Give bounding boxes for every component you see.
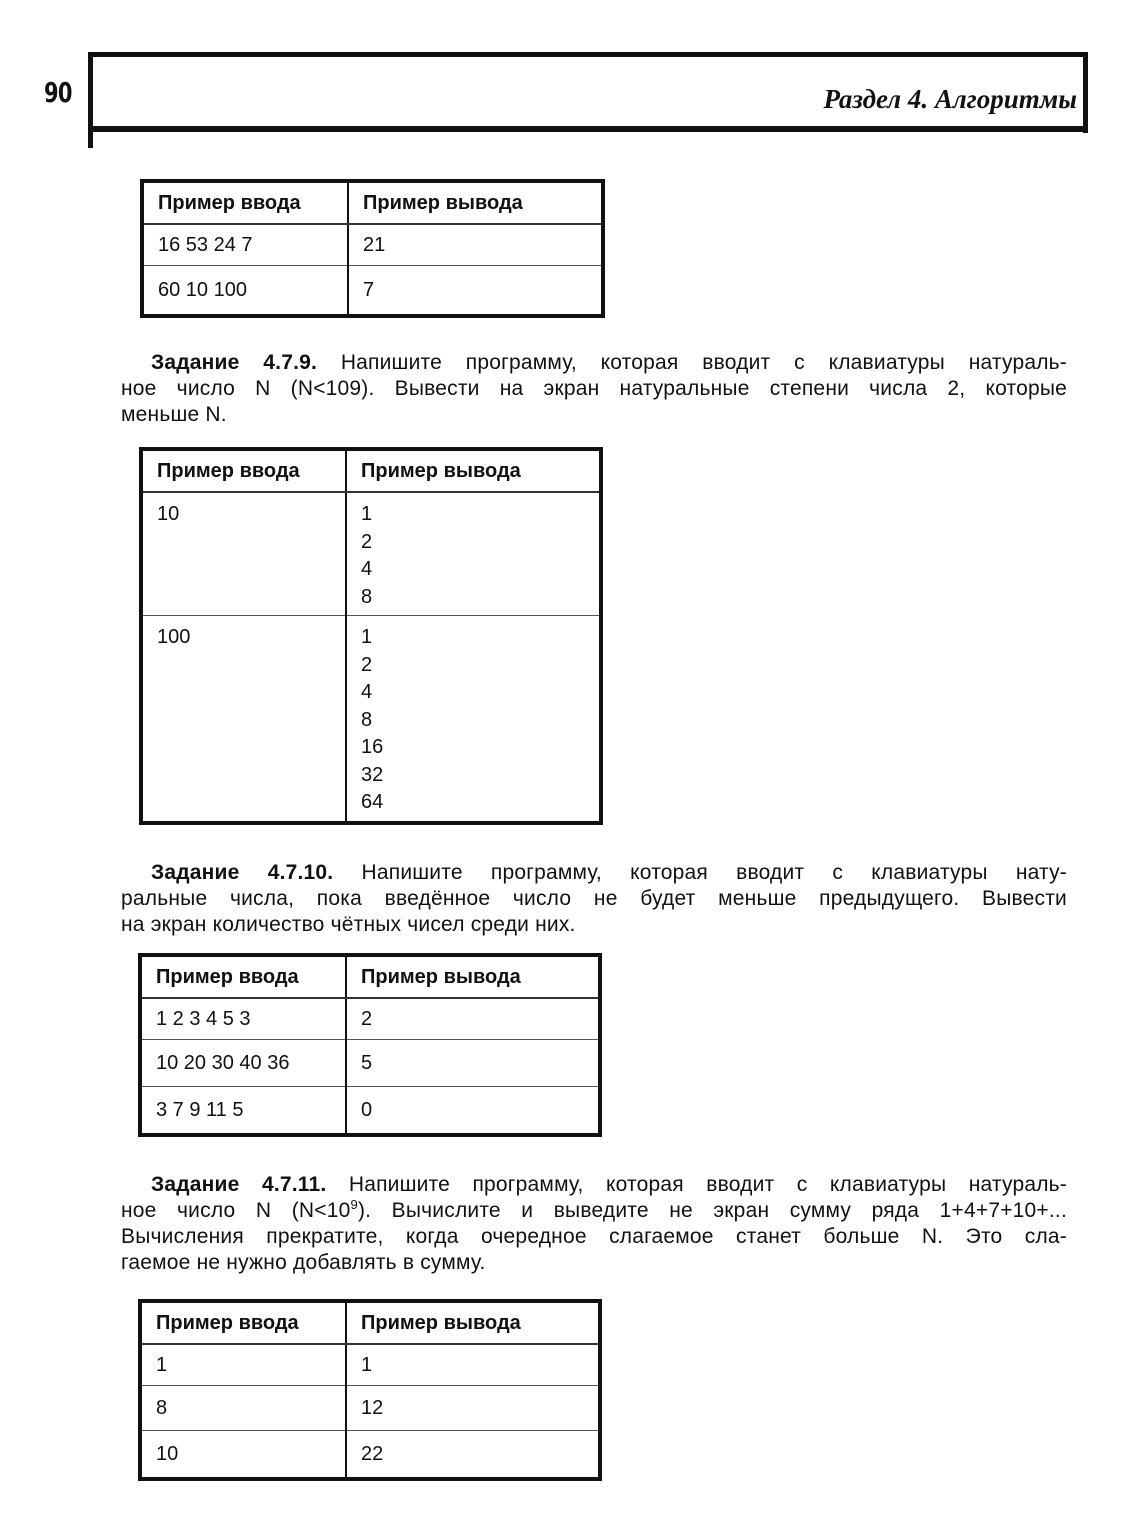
task-label: Задание 4.7.10. [151, 861, 334, 884]
example-table-3 [138, 953, 602, 1137]
output-line: 16 [361, 736, 384, 758]
output-cell: 21 [348, 224, 603, 266]
task-text: Напишите программу, которая вводит с клавиатуры натураль- [348, 1173, 1067, 1196]
example-table-2 [139, 447, 603, 825]
task-label: Задание 4.7.9. [151, 351, 318, 374]
table-row [142, 224, 603, 266]
output-line: 4 [361, 681, 373, 703]
table-header-row [141, 449, 601, 492]
table-row [141, 616, 601, 823]
table-header-row [140, 1301, 600, 1344]
input-cell: 100 [141, 616, 346, 823]
input-cell: 8 [140, 1386, 346, 1431]
input-header: Пример ввода [140, 1301, 346, 1344]
output-line: 4 [361, 558, 373, 580]
output-line: 1 [361, 626, 373, 648]
section-title: Раздел 4. Алгоритмы [823, 84, 1077, 114]
output-cell: 5 [346, 1040, 600, 1087]
output-line: 2 [361, 653, 373, 676]
header-stem [88, 128, 93, 148]
task-text: ). Вычислите и выведите не экран сумму ряда 1+4+7+10+... [357, 1199, 1067, 1222]
task-4-7-10 [121, 860, 1067, 938]
task-label: Задание 4.7.11. [151, 1173, 327, 1196]
table-header-row [142, 181, 603, 224]
output-line: 64 [361, 791, 384, 813]
task-line [121, 350, 1067, 376]
table-row [142, 266, 603, 317]
task-line: меньше N. [121, 403, 227, 426]
output-header: Пример вывода [346, 449, 601, 492]
example-table-1 [140, 179, 605, 318]
table-row [140, 1386, 600, 1431]
output-line: 1 [361, 503, 373, 525]
task-line [121, 1172, 1067, 1198]
task-line: на экран количество чётных чисел среди них. [121, 913, 576, 936]
exponent: 9 [350, 1197, 358, 1212]
table-row [140, 1087, 600, 1136]
output-header: Пример вывода [348, 181, 603, 224]
task-line: Вычисления прекратите, когда очередное слагаемое станет больше N. Это сла- [121, 1225, 1067, 1248]
input-header: Пример ввода [142, 181, 348, 224]
task-4-7-11 [121, 1172, 1067, 1276]
input-cell: 1 [140, 1344, 346, 1386]
output-cell: 12 [346, 1386, 600, 1431]
table-row [141, 492, 601, 616]
input-cell: 60 10 100 [142, 266, 348, 317]
table-row [140, 1040, 600, 1087]
table-header-row [140, 955, 600, 998]
task-line [121, 860, 1067, 886]
example-table-4 [138, 1299, 602, 1481]
input-cell: 10 [141, 492, 346, 616]
output-line: 32 [361, 763, 384, 786]
output-cell: 2 [346, 998, 600, 1040]
output-cell [346, 492, 601, 616]
header-rule [88, 126, 1088, 132]
task-line: гаемое не нужно добавлять в сумму. [121, 1251, 486, 1274]
input-cell: 16 53 24 7 [142, 224, 348, 266]
input-cell: 1 2 3 4 5 3 [140, 998, 346, 1040]
table-row [140, 1431, 600, 1480]
input-cell: 10 20 30 40 36 [140, 1040, 346, 1087]
output-cell: 0 [346, 1087, 600, 1136]
output-line: 2 [361, 530, 373, 553]
task-line [121, 1198, 1067, 1224]
input-header: Пример ввода [141, 449, 346, 492]
output-header: Пример вывода [346, 1301, 600, 1344]
output-cell: 7 [348, 266, 603, 317]
task-text: Напишите программу, которая вводит с клавиатуры нату- [361, 861, 1067, 884]
page-number: 90 [44, 76, 72, 109]
output-cell: 1 [346, 1344, 600, 1386]
table-row [140, 998, 600, 1040]
output-cell: 22 [346, 1431, 600, 1480]
input-header: Пример ввода [140, 955, 346, 998]
output-header: Пример вывода [346, 955, 600, 998]
task-text: ное число N (N<10 [121, 1199, 351, 1222]
task-4-7-9 [121, 350, 1067, 428]
input-cell: 10 [140, 1431, 346, 1480]
table-row [140, 1344, 600, 1386]
input-cell: 3 7 9 11 5 [140, 1087, 346, 1136]
output-line: 8 [361, 585, 373, 608]
task-line: ральные числа, пока введённое число не будет меньше предыдущего. Вывести [121, 887, 1067, 910]
output-cell [346, 616, 601, 823]
task-line: ное число N (N<109). Вывести на экран натуральные степени числа 2, которые [121, 377, 1067, 400]
output-line: 8 [361, 708, 373, 731]
task-text: Напишите программу, которая вводит с клавиатуры натураль- [340, 351, 1067, 374]
